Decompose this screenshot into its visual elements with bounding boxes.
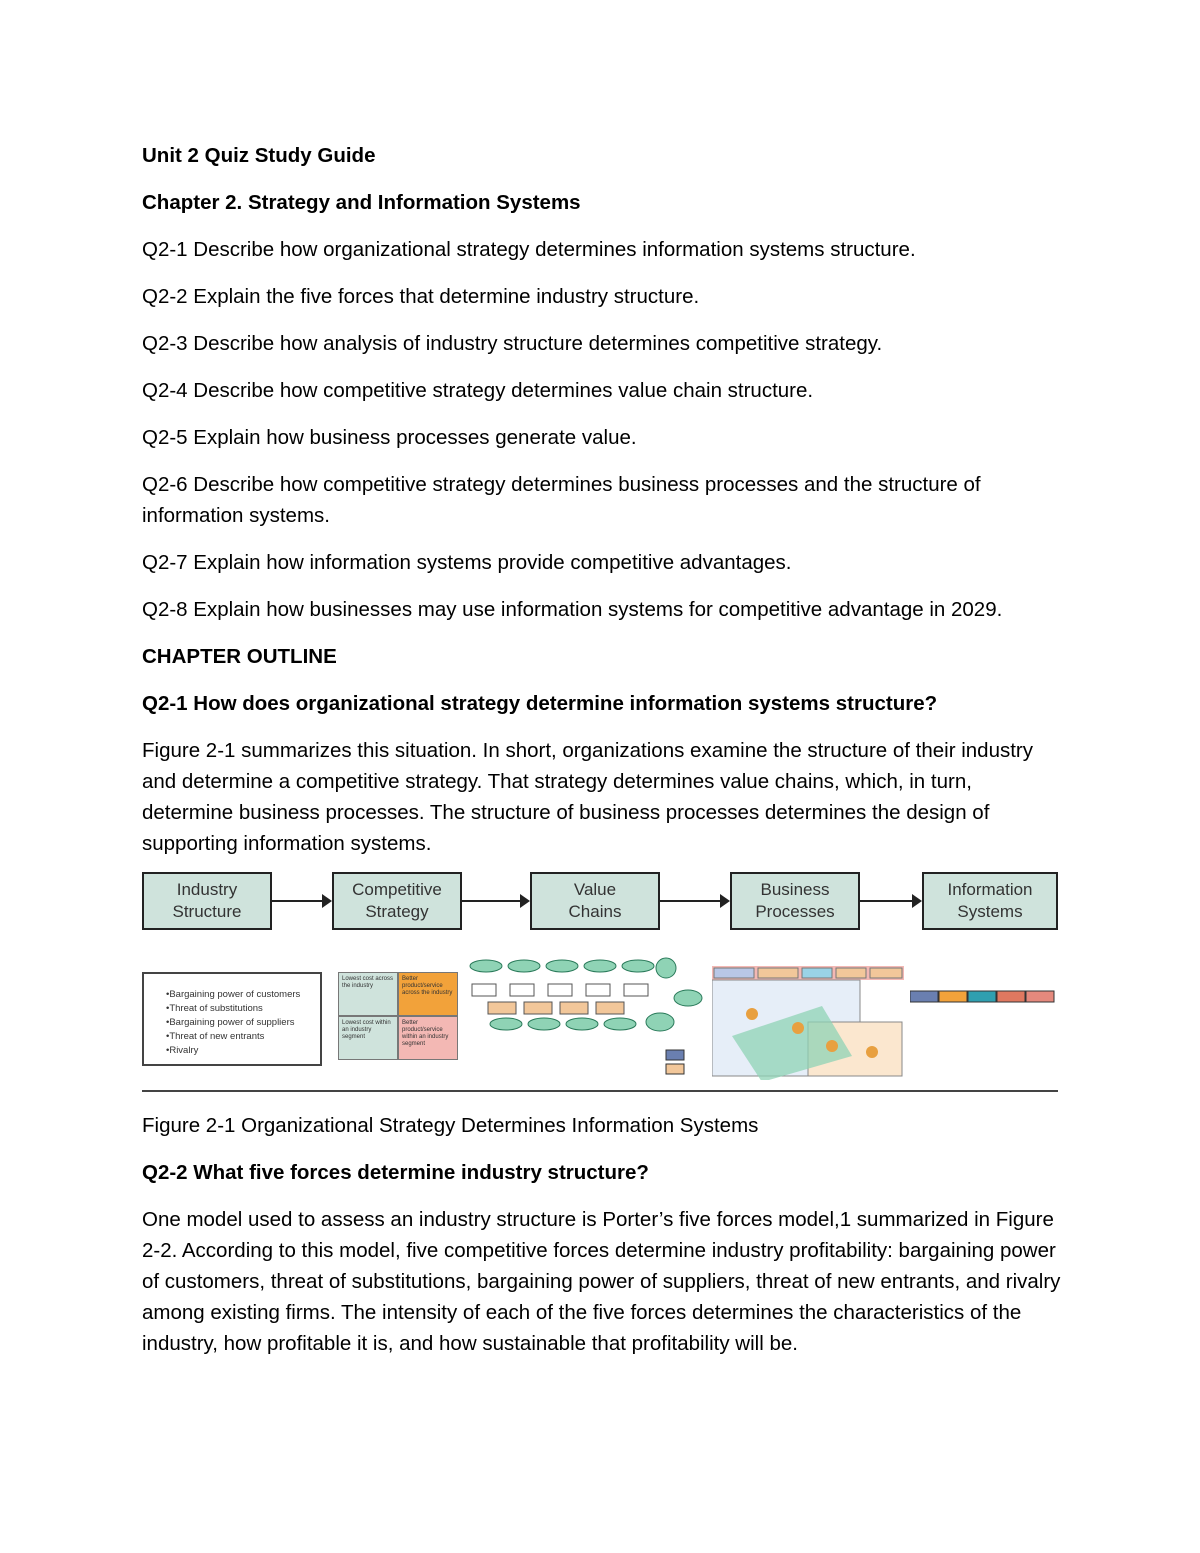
strategy-cell: Lowest cost within an industry segment (338, 1016, 398, 1060)
force-item: • Rivalry (166, 1044, 320, 1058)
section-body-q2-1: Figure 2-1 summarizes this situation. In short, organizations examine the structure of their industry and determine a competitive strategy. That strategy determines value chains, which, in turn, determine business processes. The structure of business processes determines the design of supporting information systems. (142, 739, 1034, 855)
value-chain-diagram (466, 954, 706, 1084)
objective-item: Q2-3 Describe how analysis of industry structure determines competitive strategy. (142, 332, 883, 355)
objective-item: Q2-5 Explain how business processes generate value. (142, 426, 637, 449)
competitive-strategy-grid (338, 972, 460, 1060)
strategy-cell: Lowest cost across the industry (338, 972, 398, 1016)
objective-item: Q2-1 Describe how organizational strategy determines information systems structure. (142, 238, 916, 261)
strategy-cell: Better product/service across the industry (398, 972, 458, 1016)
objective-item: Q2-4 Describe how competitive strategy determines value chain structure. (142, 379, 814, 402)
page-title: Unit 2 Quiz Study Guide (142, 144, 376, 167)
five-forces-box (142, 972, 322, 1066)
flow-box-business-processes: Business Processes (730, 872, 860, 930)
arrow-icon (860, 900, 920, 902)
arrow-icon (660, 900, 728, 902)
section-body-q2-2: One model used to assess an industry structure is Porter’s five forces model,1 summarized in Figure 2-2. According to this model, five competitive forces determine industry profitability: bargaining power of customers, threat of substitutions, bargaining power of suppliers, threat of new entrants, and rivalry among existing firms. The intensity of each of the five forces determines the characteristics of the industry, how profitable it is, and how sustainable that profitability will be. (142, 1208, 1061, 1355)
objective-item: Q2-8 Explain how businesses may use information systems for competitive advantage in 2029. (142, 598, 1003, 621)
arrow-icon (272, 900, 330, 902)
force-item: • Threat of new entrants (166, 1030, 320, 1044)
flow-box-value-chains: Value Chains (530, 872, 660, 930)
force-item: • Threat of substitutions (166, 1002, 320, 1016)
flow-box-information-systems: Information Systems (922, 872, 1058, 930)
flow-box-industry-structure: Industry Structure (142, 872, 272, 930)
objective-item: Q2-7 Explain how information systems provide competitive advantages. (142, 551, 792, 574)
figure-caption: Figure 2-1 Organizational Strategy Determines Information Systems (142, 1114, 759, 1137)
force-item: • Bargaining power of suppliers (166, 1016, 320, 1030)
strategy-cell: Better product/service within an industry segment (398, 1016, 458, 1060)
objective-item: Q2-2 Explain the five forces that determine industry structure. (142, 285, 700, 308)
flow-box-competitive-strategy: Competitive Strategy (332, 872, 462, 930)
document-text (142, 140, 1062, 859)
figure-2-1 (140, 868, 1060, 1094)
objective-item: Q2-6 Describe how competitive strategy determines business processes and the structure of information systems. (142, 473, 981, 527)
chapter-title: Chapter 2. Strategy and Information Systems (142, 191, 581, 214)
figure-rule (142, 1090, 1058, 1092)
information-system-components (910, 990, 1056, 1004)
section-heading-q2-2: Q2-2 What five forces determine industry structure? (142, 1161, 649, 1184)
arrow-icon (462, 900, 528, 902)
outline-heading: CHAPTER OUTLINE (142, 645, 337, 668)
business-process-diagram (712, 966, 904, 1080)
section-heading-q2-1: Q2-1 How does organizational strategy determine information systems structure? (142, 692, 938, 715)
document-text-lower (142, 1110, 1062, 1359)
force-item: • Bargaining power of customers (166, 988, 320, 1002)
